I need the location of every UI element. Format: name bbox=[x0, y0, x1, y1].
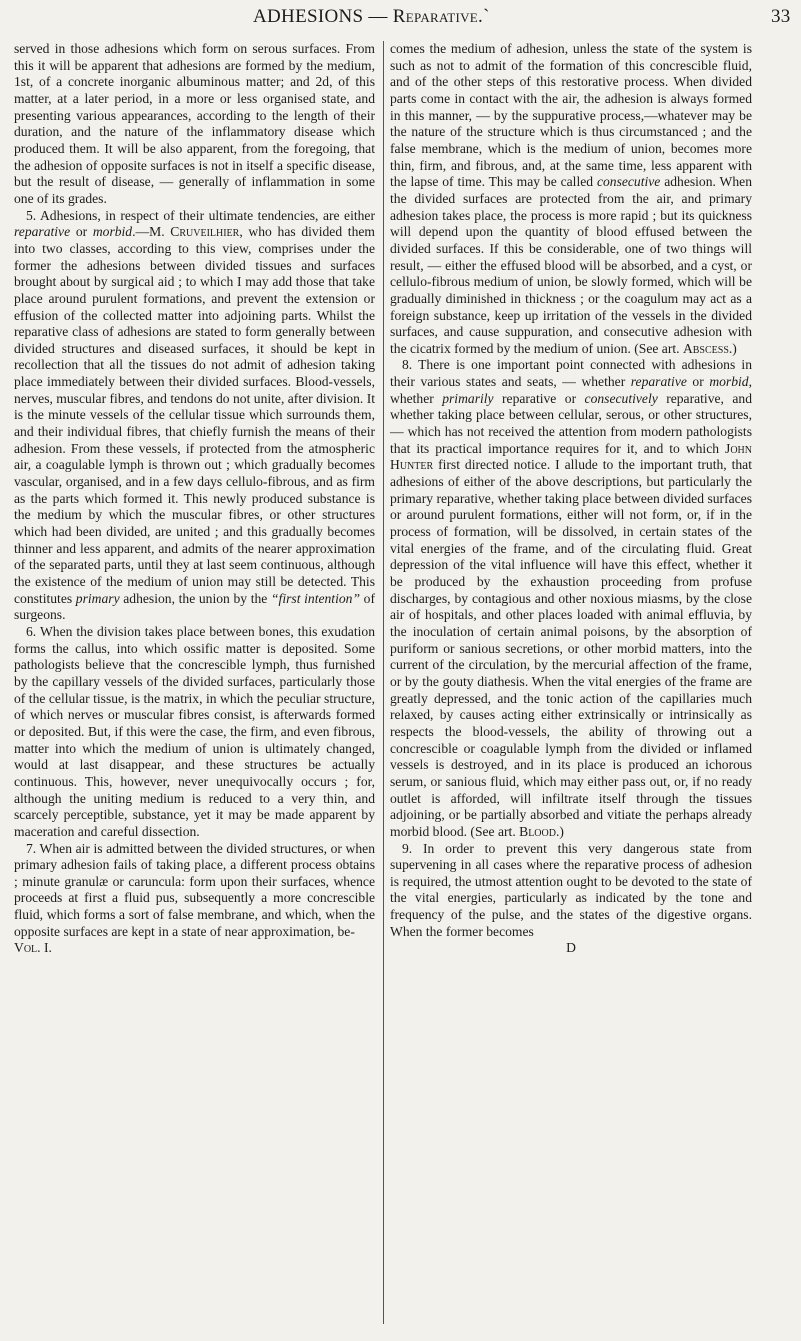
right-column bbox=[390, 41, 752, 1324]
text-columns bbox=[14, 41, 794, 1324]
paragraph-8: 8. There is one important point connected with adhesions in their various states and seats, — whether reparative or morbid, whether primarily reparative or consecutively reparative, and whether taking place between cellular, serous, or other structures, — which has not received the attention from modern pathologists that its practical importance requires for it, and to which John Hunter first directed notice. I allude to the important truth, that adhesions of either of the above descriptions, but particularly the primary reparative, whether taking place between divided surfaces or around purulent formations, either will not form, or, if in the process of formation, will be dissolved, in certain states of the vital energies of the frame, and of the circulating fluid. Great depression of the vital influence will have this effect, whether it be produced by the exhaustion proceeding from profuse discharges, by contagious and other noxious miasms, by the close air of hospitals, and other places loaded with animal effluvia, by the inoculation of certain animal poisons, by the absorption of puriform or sanious secretions, or other morbid matters, into the current of the circulation, by the mercurial affection of the frame, or by the gouty diathesis. When the vital energies of the frame are greatly depressed, and the tonic action of the capillaries much relaxed, by causes acting either extrinsically or intrinsically as respects the blood-vessels, the ability of throwing out a concrescible or coagulable lymph from the divided or inflamed vessels is destroyed, and in its place is produced an ichorous serum, or sanious fluid, which may either pass out, or, if no ready outlet is afforded, will infiltrate itself through the tissues adjoining, or be partially absorbed and vitiate the perhaps already morbid blood. (See art. Blood.) bbox=[390, 357, 752, 839]
paragraph-6: 6. When the division takes place between bones, this exudation forms the callus, into which ossific matter is deposited. Some pathologists believe that the concrescible lymph, thus furnished by the capillary vessels of the divided surfaces, particularly those of the cellular tissue, is the matrix, in which the peculiar structure, of which nerves or muscular fibres consist, is afterwards formed or deposited. But, if this were the case, the firm, and even fibrous, matter into which the medium of union is ultimately changed, would at last disappear, and these structures be actually continuous. This, however, never unequivocally occurs ; for, although the uniting medium is reduced to a very thin, and scarcely perceptible, substance, yet it may be made apparent by maceration and careful dissection. bbox=[14, 623, 375, 839]
signature-mark: D bbox=[566, 940, 576, 956]
paragraph-9: 9. In order to prevent this very dangerous state from supervening in all cases where the reparative process of adhesion is required, the utmost attention ought to be devoted to the state of the vital energies, particularly as indicated by the tone and frequency of the pulse, and the states of the digestive organs. When the former becomes bbox=[390, 840, 752, 939]
paragraph-continued-right: comes the medium of adhesion, unless the state of the system is such as not to admit of the formation of this concrescible fluid, and of the other steps of this restorative process. When divided parts come in contact with the air, the adhesion is always formed in this manner, — by the suppurative process,—whatever may be the nature of the structure which is thus circumstanced ; and the false membrane, which is the medium of union, becomes more thin, firm, and fibrous, and, at the same time, less apparent with the lapse of time. This may be called consecutive adhesion. When the divided surfaces are protected from the air, and primary adhesion takes place, the process is more rapid ; but its quickness will depend upon the quantity of blood effused between the divided surfaces. If this be considerable, one of two things will result, — either the effused blood will be absorbed, and a cyst, or cellulo-fibrous medium of union, be slowly formed, which will be gradually diminished in thickness ; or the coagulum may act as a foreign substance, keep up irritation of the vessels in the divided surfaces, and cause suppuration, and consecutive adhesion with the cicatrix formed by the medium of union. (See art. Abscess.) bbox=[390, 41, 753, 356]
running-head bbox=[0, 6, 801, 36]
volume-footer: Vol. I. bbox=[14, 940, 52, 956]
running-title: ADHESIONS — Reparative.` bbox=[253, 6, 490, 27]
column-divider bbox=[383, 41, 384, 1324]
left-column bbox=[14, 41, 375, 1324]
page-number: 33 bbox=[771, 6, 791, 27]
paragraph-5: 5. Adhesions, in respect of their ultimate tendencies, are either reparative or morbid.—M. Cruveilhier, who has divided them into two classes, according to this view, comprises under the former the adhesions between divided tissues and surfaces brought about by surgical aid ; to which I may add those that take place around purulent formations, and prevent the extension or effusion of the collected matter into adjoining parts. Whilst the reparative class of adhesions are stated to form generally between divided structures and diseased surfaces, it should be kept in recollection that all the tissues do not admit of adhesion taking place immediately between their divided surfaces. Blood-vessels, nerves, muscular fibres, and tendons do not unite, after division. It is the minute vessels of the cellular tissue which surrounds them, and their individual fibres, that chiefly furnish the means of their adhesion. From these vessels, if protected from the atmospheric air, a coagulable lymph is thrown out ; which gradually becomes vascular, organised, and in a few days cellulo-fibrous, and as firm as the parts which formed it. This newly produced substance is the medium by which the muscular fibres, or other structures which had been divided, are united ; and this gradually becomes thinner and less apparent, and admits of the nearer approximation of the separated parts, until they at last seem continuous, although the existence of the medium of union may still be detected. This constitutes primary adhesion, the union by the “first intention” of surgeons. bbox=[14, 207, 375, 623]
paragraph-continued: served in those adhesions which form on serous surfaces. From this it will be apparent that adhesions are formed by the medium, 1st, of a concrete inorganic albuminous matter; and 2d, of this matter, at a later period, in a more or less organised state, and presenting various appearances, according to the length of their duration, and the nature of the inflammatory disease which produced them. It will be also apparent, from the foregoing, that the adhesion of opposite surfaces is not in itself a specific disease, but the result of disease, — generally of inflammation in some one of its grades. bbox=[14, 41, 375, 206]
paragraph-7: 7. When air is admitted between the divided structures, or when primary adhesion fails of taking place, a different process obtains ; minute granulæ or caruncula: form upon their surfaces, whence proceeds at first a fluid pus, subsequently a more concrescible fluid, which forms a sort of false membrane, and which, when the opposite surfaces are kept in a state of near approximation, be- bbox=[14, 840, 375, 939]
